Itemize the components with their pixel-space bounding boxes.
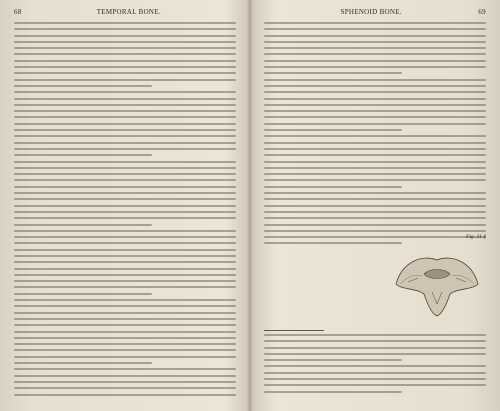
right-page [250, 0, 500, 411]
text-line [264, 161, 486, 163]
text-line [14, 198, 236, 200]
text-line [14, 211, 236, 213]
text-line [14, 148, 236, 150]
text-line [264, 142, 486, 144]
text-line [264, 198, 486, 200]
text-line [264, 230, 486, 232]
text-line [14, 331, 236, 333]
text-line [14, 142, 236, 144]
sphenoid-figure [388, 234, 486, 322]
text-line [14, 28, 236, 30]
right-running-title: SPHENOID BONE. [340, 8, 402, 16]
text-line [264, 372, 486, 374]
text-line [264, 79, 486, 81]
text-line [264, 110, 486, 112]
text-line [14, 305, 236, 307]
text-line [264, 340, 486, 342]
text-line [14, 280, 236, 282]
text-line [14, 66, 236, 68]
text-line [264, 391, 402, 393]
text-line [14, 236, 236, 238]
sphenoid-bone-illustration [388, 244, 486, 322]
text-line [264, 359, 402, 361]
text-line [14, 179, 236, 181]
text-line [14, 123, 236, 125]
text-line [264, 353, 486, 355]
text-line [14, 192, 236, 194]
text-line [14, 286, 236, 288]
text-line [14, 230, 236, 232]
text-line [264, 28, 486, 30]
text-line [14, 299, 236, 301]
text-line [14, 324, 236, 326]
text-line [264, 104, 486, 106]
text-line [14, 154, 152, 156]
footnote-text-illegible [264, 334, 486, 393]
text-line [264, 334, 486, 336]
text-line [14, 343, 236, 345]
text-line [14, 249, 236, 251]
text-line [14, 60, 236, 62]
text-line [264, 365, 486, 367]
text-line [14, 356, 236, 358]
left-running-title: TEMPORAL BONE. [96, 8, 161, 16]
text-line [264, 66, 486, 68]
text-line [14, 167, 236, 169]
text-line [14, 375, 236, 377]
left-body-text-illegible [14, 22, 236, 396]
text-line [264, 167, 486, 169]
text-line [14, 293, 152, 295]
left-page-number: 68 [14, 8, 22, 16]
text-line [14, 91, 236, 93]
text-line [14, 41, 236, 43]
text-line [14, 268, 236, 270]
text-line [264, 41, 486, 43]
text-line [264, 205, 486, 207]
text-line [264, 173, 486, 175]
text-line [264, 224, 486, 226]
text-line [14, 161, 236, 163]
text-line [14, 129, 236, 131]
text-line [264, 91, 486, 93]
text-line [14, 274, 236, 276]
text-line [14, 318, 236, 320]
text-line [14, 135, 236, 137]
text-line [14, 381, 236, 383]
text-line [264, 116, 486, 118]
text-line [14, 173, 236, 175]
text-line [264, 378, 486, 380]
text-line [264, 98, 486, 100]
text-line [264, 123, 486, 125]
text-line [264, 35, 486, 37]
text-line [14, 22, 236, 24]
text-line [264, 179, 486, 181]
footnote-area [264, 330, 486, 397]
text-line [14, 255, 236, 257]
text-line [14, 72, 236, 74]
text-line [14, 349, 236, 351]
text-line [264, 186, 402, 188]
footnote-rule [264, 330, 324, 331]
text-line [14, 337, 236, 339]
text-line [14, 85, 152, 87]
text-line [264, 60, 486, 62]
text-line [264, 22, 486, 24]
text-line [264, 53, 486, 55]
text-line [14, 312, 236, 314]
text-line [14, 224, 152, 226]
right-body-text-illegible [264, 22, 486, 244]
text-line [264, 347, 486, 349]
text-line [264, 192, 486, 194]
text-line [264, 47, 486, 49]
text-line [14, 368, 236, 370]
text-line [14, 47, 236, 49]
text-line [264, 85, 486, 87]
text-line [14, 362, 152, 364]
text-line [14, 98, 236, 100]
text-line [14, 186, 236, 188]
text-line [14, 110, 236, 112]
left-running-head [14, 8, 236, 18]
right-running-head [264, 8, 486, 18]
text-line [264, 154, 486, 156]
text-line [264, 217, 486, 219]
text-line [14, 242, 236, 244]
text-line [14, 104, 236, 106]
text-line [264, 211, 486, 213]
text-line [14, 116, 236, 118]
text-line [14, 394, 236, 396]
text-line [14, 205, 236, 207]
text-line [14, 79, 236, 81]
text-line [264, 135, 486, 137]
text-line [264, 242, 402, 244]
text-line [264, 384, 486, 386]
text-line [264, 129, 402, 131]
text-line [14, 217, 236, 219]
text-line [14, 35, 236, 37]
figure-label: Fig. 31 § [465, 234, 486, 240]
text-line [264, 148, 486, 150]
text-line [14, 53, 236, 55]
text-line [264, 236, 486, 238]
text-line [14, 261, 236, 263]
text-line [14, 387, 236, 389]
text-line [264, 72, 402, 74]
right-page-number: 69 [478, 8, 486, 16]
